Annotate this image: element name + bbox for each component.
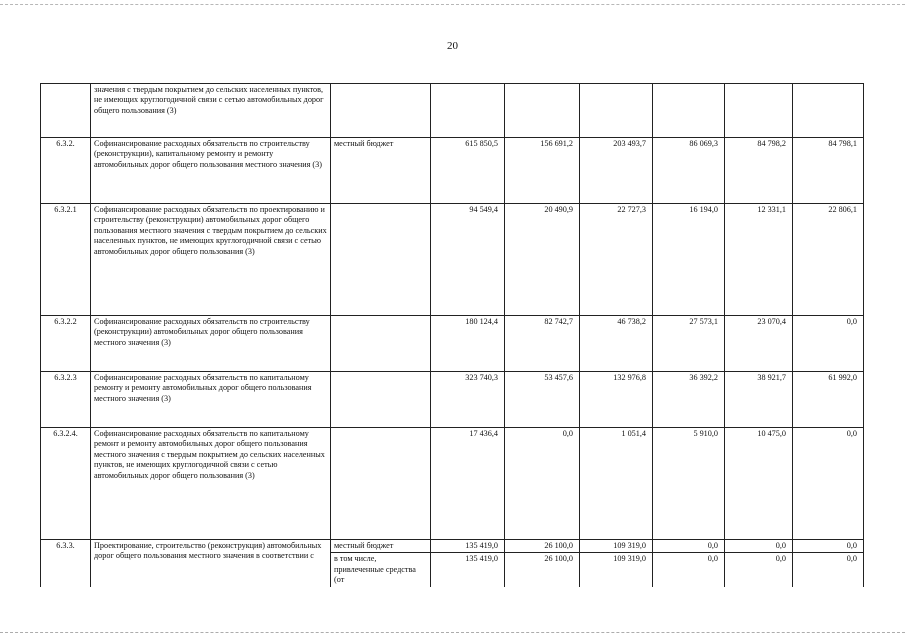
row-value: 61 992,0	[793, 372, 864, 428]
page-number: 20	[447, 40, 458, 52]
row-value: 0,0	[725, 540, 793, 553]
row-value	[580, 84, 653, 138]
row-source: местный бюджет	[331, 138, 431, 204]
row-value: 46 738,2	[580, 316, 653, 372]
row-value	[505, 84, 580, 138]
row-value	[653, 84, 725, 138]
row-value: 0,0	[793, 540, 864, 553]
row-name: Софинансирование расходных обязательств по строительству (реконструкции), капитальному ремонту и ремонту автомобильных дорог общего пользования местного значения (3)	[91, 138, 331, 204]
row-source	[331, 84, 431, 138]
row-value: 0,0	[505, 428, 580, 540]
row-source: местный бюджет	[331, 540, 431, 553]
row-value: 22 806,1	[793, 204, 864, 316]
row-name: Софинансирование расходных обязательств по строительству (реконструкции) автомобильных дорог общего пользования местного значения (3)	[91, 316, 331, 372]
row-source	[331, 372, 431, 428]
row-name: значения с твердым покрытием до сельских населенных пунктов, не имеющих круглогодичной связи с сетью автомобильных дорог общего пользования (3)	[91, 84, 331, 138]
row-code: 6.3.2.4.	[41, 428, 91, 540]
row-source	[331, 316, 431, 372]
scan-top-edge	[0, 4, 905, 6]
row-value	[725, 84, 793, 138]
row-value: 323 740,3	[431, 372, 505, 428]
row-value: 135 419,0	[431, 540, 505, 553]
row-value: 10 475,0	[725, 428, 793, 540]
row-value: 135 419,0	[431, 553, 505, 587]
row-value: 82 742,7	[505, 316, 580, 372]
table-row	[41, 428, 864, 540]
row-name: Проектирование, строительство (реконструкция) автомобильных дорог общего пользования местного значения в соответствии с	[91, 540, 331, 587]
row-value	[431, 84, 505, 138]
row-name: Софинансирование расходных обязательств по капитальному ремонт и ремонту автомобильных дорог общего пользования местного значения с твердым покрытием до сельских населенных пунктов, не имеющих круглогодичной связи с сетью автомобильных дорог общего пользования (3)	[91, 428, 331, 540]
row-value: 0,0	[653, 553, 725, 587]
row-value: 109 319,0	[580, 540, 653, 553]
row-value: 26 100,0	[505, 553, 580, 587]
row-value: 12 331,1	[725, 204, 793, 316]
row-value: 0,0	[793, 553, 864, 587]
row-code: 6.3.3.	[41, 540, 91, 587]
row-code: 6.3.2.2	[41, 316, 91, 372]
row-value: 0,0	[793, 316, 864, 372]
table-row	[41, 372, 864, 428]
budget-table	[40, 83, 864, 587]
row-value: 615 850,5	[431, 138, 505, 204]
row-value: 0,0	[653, 540, 725, 553]
row-source	[331, 428, 431, 540]
row-value: 94 549,4	[431, 204, 505, 316]
table-row	[41, 540, 864, 553]
row-value	[793, 84, 864, 138]
row-value: 26 100,0	[505, 540, 580, 553]
row-value: 23 070,4	[725, 316, 793, 372]
row-value: 1 051,4	[580, 428, 653, 540]
row-value: 27 573,1	[653, 316, 725, 372]
row-name: Софинансирование расходных обязательств по капитальному ремонту и ремонту автомобильных дорог общего пользования местного значения (3)	[91, 372, 331, 428]
row-value: 84 798,1	[793, 138, 864, 204]
row-name: Софинансирование расходных обязательств по проектированию и строительству (реконструкции) автомобильных дорог общего пользования местного значения с твердым покрытием до сельских населенных пунктов, не имеющих круглогодичной связи с сетью автомобильных дорог общего пользования (3)	[91, 204, 331, 316]
row-value: 38 921,7	[725, 372, 793, 428]
table-row	[41, 316, 864, 372]
row-value: 109 319,0	[580, 553, 653, 587]
row-value: 53 457,6	[505, 372, 580, 428]
row-value: 36 392,2	[653, 372, 725, 428]
row-code	[41, 84, 91, 138]
row-value: 132 976,8	[580, 372, 653, 428]
row-code: 6.3.2.1	[41, 204, 91, 316]
table-row	[41, 138, 864, 204]
row-code: 6.3.2.	[41, 138, 91, 204]
row-value: 20 490,9	[505, 204, 580, 316]
scan-bottom-edge	[0, 632, 905, 634]
row-value: 16 194,0	[653, 204, 725, 316]
row-code: 6.3.2.3	[41, 372, 91, 428]
row-value: 22 727,3	[580, 204, 653, 316]
row-value: 180 124,4	[431, 316, 505, 372]
row-value: 203 493,7	[580, 138, 653, 204]
row-value: 5 910,0	[653, 428, 725, 540]
row-source: в том числе, привлеченные средства (от	[331, 553, 431, 587]
row-value: 0,0	[793, 428, 864, 540]
row-value: 86 069,3	[653, 138, 725, 204]
row-value: 17 436,4	[431, 428, 505, 540]
row-source	[331, 204, 431, 316]
row-value: 0,0	[725, 553, 793, 587]
table-row	[41, 204, 864, 316]
table-row	[41, 84, 864, 138]
row-value: 156 691,2	[505, 138, 580, 204]
row-value: 84 798,2	[725, 138, 793, 204]
